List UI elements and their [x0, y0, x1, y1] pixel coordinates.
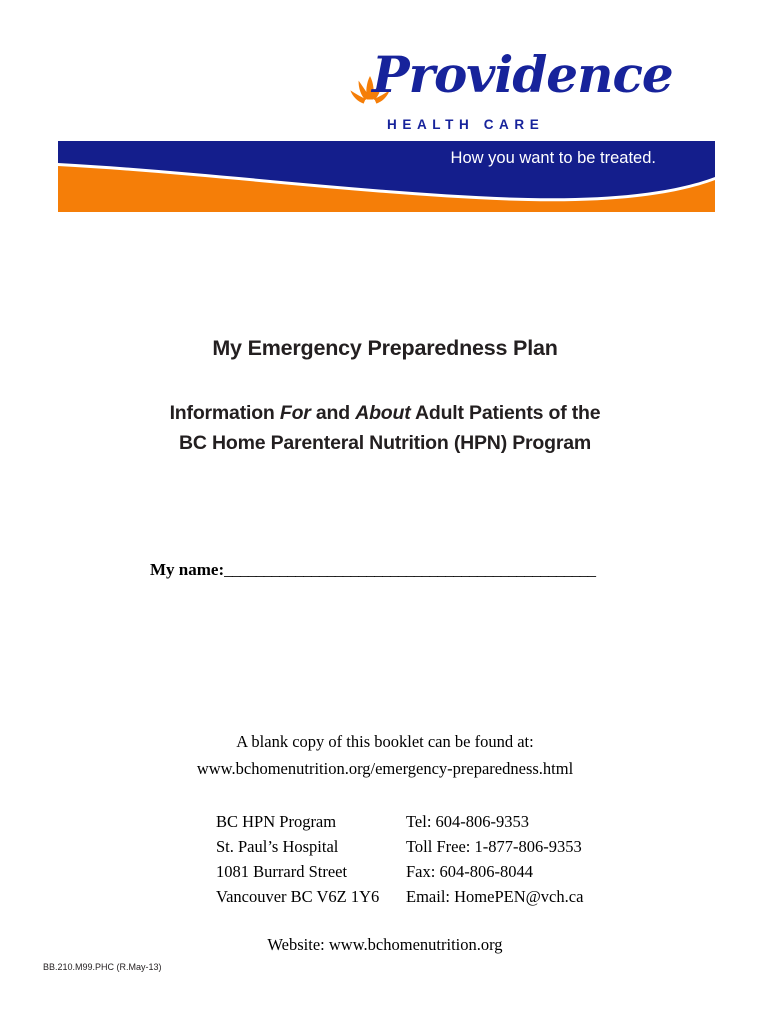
booklet-note-text: A blank copy of this booklet can be found at:	[236, 732, 534, 751]
subtitle-text-b: and	[310, 402, 356, 424]
subtitle-emphasis-about: About	[355, 402, 411, 424]
subtitle-text-c: Adult Patients of the	[410, 402, 601, 424]
contact-address-line: Vancouver BC V6Z 1Y6	[216, 887, 380, 906]
page-subtitle-line-1	[0, 398, 770, 428]
contact-row	[216, 859, 636, 884]
contact-block	[216, 809, 636, 909]
booklet-availability-note	[0, 728, 770, 782]
my-name-blank-line[interactable]: _______________________________________________	[224, 560, 596, 579]
contact-detail-line: Tel: 604-806-9353	[406, 812, 530, 831]
logo-inner	[348, 45, 673, 140]
contact-address-line: 1081 Burrard Street	[216, 862, 348, 881]
subtitle-text-a: Information	[169, 402, 280, 424]
contact-detail-line: Fax: 604-806-8044	[406, 862, 533, 881]
contact-row	[216, 809, 636, 834]
document-code: BB.210.M99.PHC (R.May-13)	[43, 962, 162, 972]
logo-wordmark: Providence	[372, 45, 673, 104]
my-name-field[interactable]	[150, 560, 650, 580]
my-name-label: My name:	[150, 560, 225, 579]
providence-logo	[0, 45, 770, 140]
subtitle-emphasis-for: For	[279, 402, 311, 424]
page-title: My Emergency Preparedness Plan	[212, 336, 558, 360]
logo-subtext: HEALTH CARE	[387, 117, 545, 132]
brand-banner	[58, 141, 715, 212]
booklet-url[interactable]: www.bchomenutrition.org/emergency-preparedness.html	[196, 759, 574, 778]
contact-address-line: BC HPN Program	[216, 812, 337, 831]
contact-address-line: St. Paul’s Hospital	[216, 837, 339, 856]
page-subtitle-line-2: BC Home Parenteral Nutrition (HPN) Program	[179, 432, 591, 454]
page-subtitle	[0, 398, 770, 458]
contact-email-line[interactable]: Email: HomePEN@vch.ca	[406, 887, 584, 906]
contact-row	[216, 884, 636, 909]
contact-row	[216, 834, 636, 859]
contact-detail-line: Toll Free: 1-877-806-9353	[406, 837, 582, 856]
website-line[interactable]: Website: www.bchomenutrition.org	[267, 935, 503, 954]
banner-tagline: How you want to be treated.	[450, 149, 656, 167]
